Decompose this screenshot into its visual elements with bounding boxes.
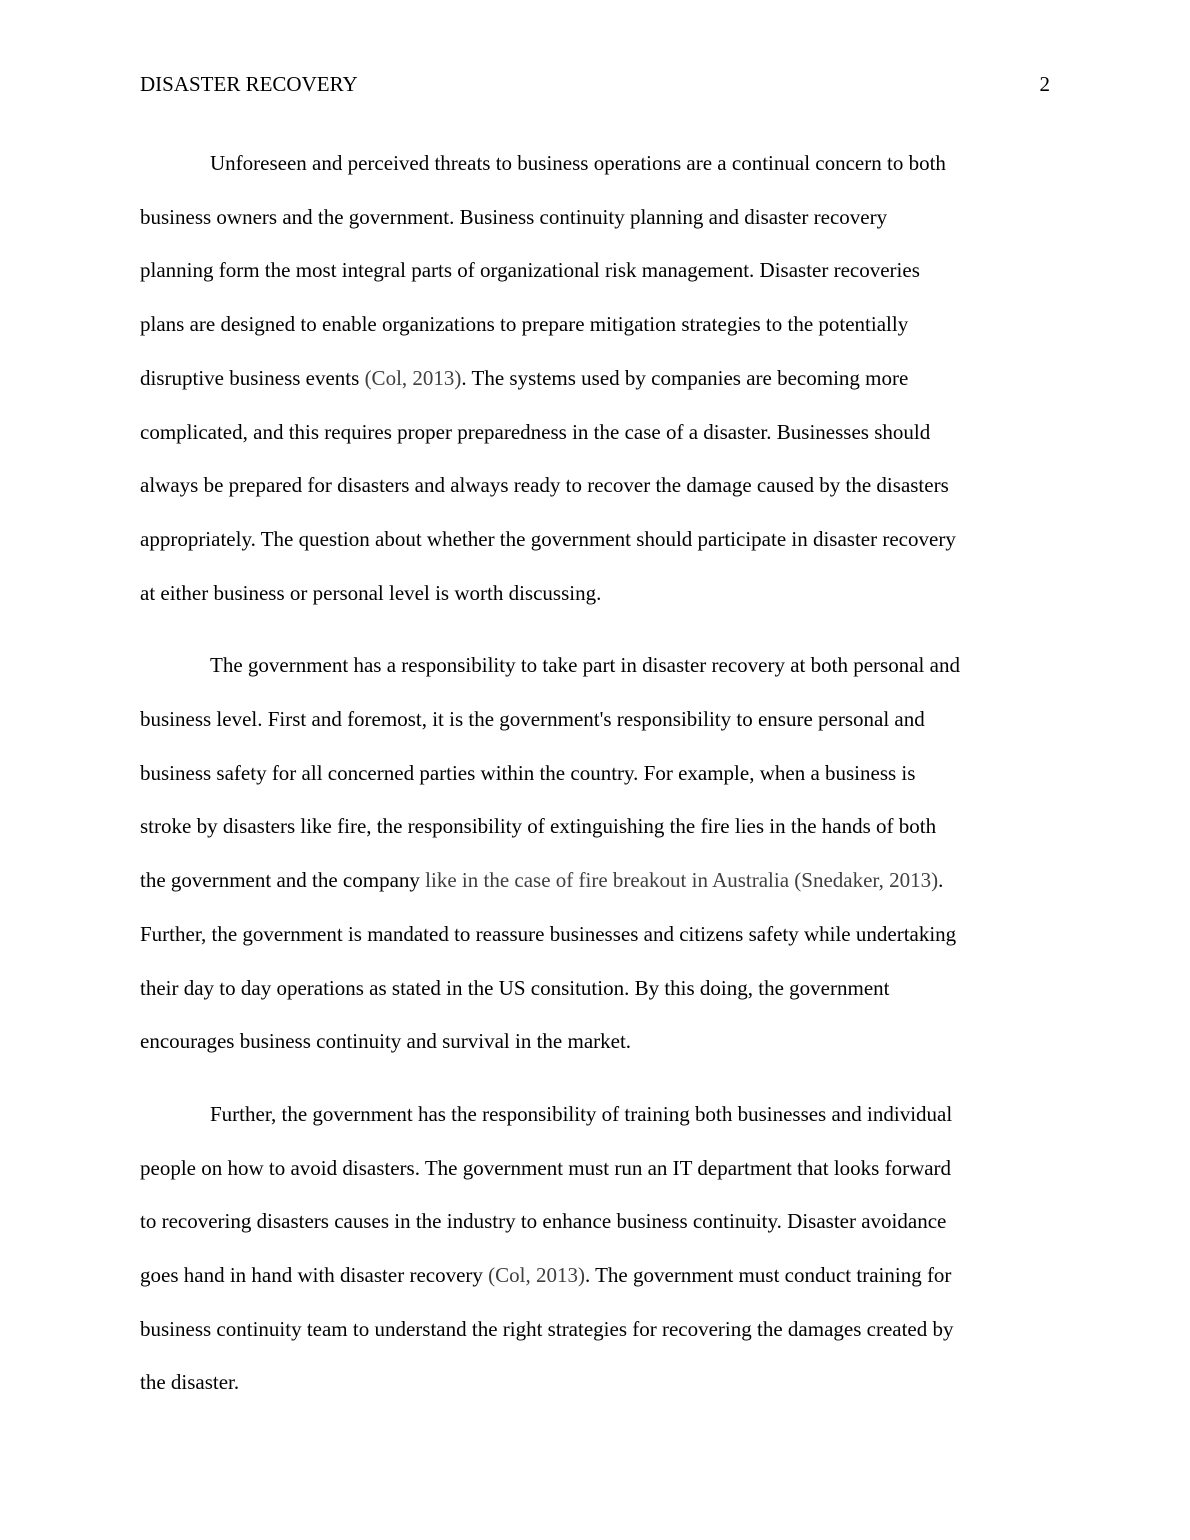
paragraph-text: Unforeseen and perceived threats to business operations are a continual concern to both business owners and the government. Business continuity planning and disaster recovery planning form the most integral parts of organizational risk management. Disaster recoveries plans are designed to enable organizations to prepare mitigation strategies to the potentially disruptive business events [140,151,946,390]
paragraph-text: . Further, the government is mandated to reassure businesses and citizens safety while undertaking their day to day operations as stated in the US consitution. By this doing, the government encourages business continuity and survival in the market. [140,868,957,1054]
page-number: 2 [1039,72,1050,96]
paragraph-2 [140,639,1052,1069]
citation: (Col, 2013) [488,1263,585,1288]
paragraph-text: The government has a responsibility to take part in disaster recovery at both personal and business level. First and foremost, it is the government's responsibility to ensure personal and business safety for all concerned parties within the country. For example, when a business is stroke by disasters like fire, the responsibility of extinguishing the fire lies in the hands of both the government and the company [140,653,960,893]
citation: (Col, 2013) [364,365,462,390]
paragraph-3 [140,1088,1052,1410]
document-body [140,137,1052,1429]
paragraph-text: . The government must conduct training for business continuity team to understand the right strategies for recovering the damages created by the disaster. [140,1263,954,1395]
paragraph-text: Further, the government has the responsibility of training both businesses and individual people on how to avoid disasters. The government must run an IT department that looks forward to recovering disasters causes in the industry to enhance business continuity. Disaster avoidance goes hand in hand with disaster recovery [140,1101,953,1288]
running-head: DISASTER RECOVERY [140,72,358,96]
paragraph-text: . The systems used by companies are becoming more complicated, and this requires proper preparedness in the case of a disaster. Businesses should always be prepared for disasters and always ready to recover the damage caused by the disasters appropriately. The question about whether the government should participate in disaster recovery at either business or personal level is worth discussing. [140,365,956,605]
paragraph-1 [140,137,1052,620]
citation: like in the case of fire breakout in Australia (Snedaker, 2013) [419,868,939,893]
